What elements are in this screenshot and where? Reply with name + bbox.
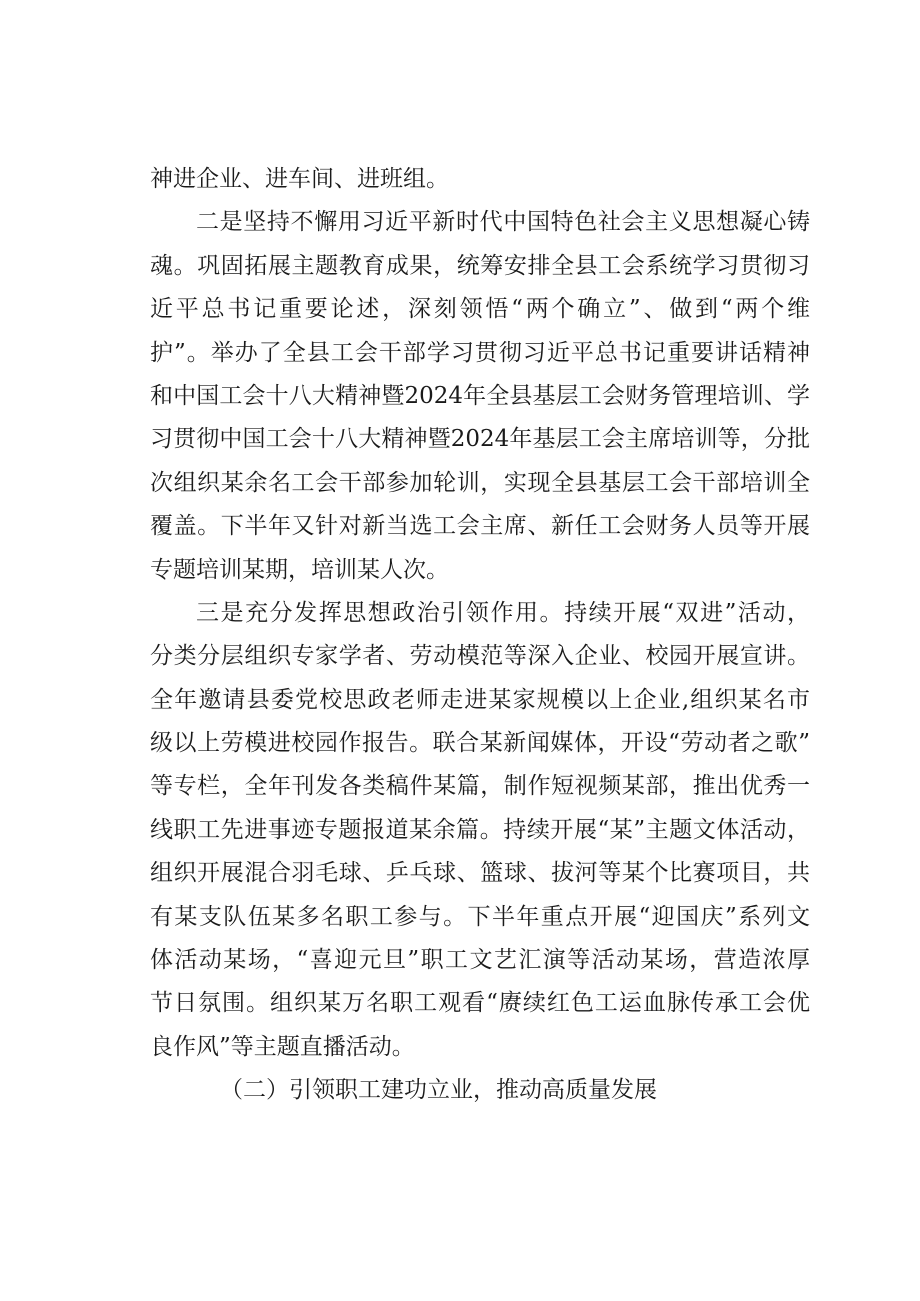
text-line: 神进企业、进车间、进班组。 (150, 166, 449, 192)
text-line: 专题培训某期，培训某人次。 (150, 556, 449, 583)
text-line: 全年邀请县委党校思政老师走进某家规模以上企业,组织某名市 (150, 686, 810, 713)
text-line: 习贯彻中国工会十八大精神暨2024年基层工会主席培训等，分批 (150, 426, 810, 453)
document-body (150, 158, 810, 1113)
text-line: 体活动某场，“喜迎元旦”职工文艺汇演等活动某场，营造浓厚 (150, 947, 810, 974)
section-heading: （二）引领职工建功立业，推动高质量发展 (220, 1077, 657, 1104)
text-line: 线职工先进事迹专题报道某余篇。持续开展“某”主题文体活动， (150, 816, 810, 843)
text-line: 等专栏，全年刊发各类稿件某篇，制作短视频某部，推出优秀一 (150, 773, 810, 800)
text-line: 和中国工会十八大精神暨2024年全县基层工会财务管理培训、学 (150, 382, 810, 409)
text-line: 近平总书记重要论述，深刻领悟“两个确立”、做到“两个维 (150, 296, 810, 323)
text-line: 护”。举办了全县工会干部学习贯彻习近平总书记重要讲话精神 (150, 339, 810, 366)
paragraph-continuation (150, 158, 810, 201)
text-line: 覆盖。下半年又针对新当选工会主席、新任工会财务人员等开展 (150, 513, 810, 540)
text-line: 良作风”等主题直播活动。 (150, 1033, 415, 1060)
paragraph-political-guidance (150, 592, 810, 1069)
paragraph-theory-study (150, 201, 810, 592)
text-line: 有某支队伍某多名职工参与。下半年重点开展“迎国庆”系列文 (150, 903, 810, 930)
text-line: 分类分层组织专家学者、劳动模范等深入企业、校园开展宣讲。 (150, 643, 810, 670)
text-line: 二是坚持不懈用习近平新时代中国特色社会主义思想凝心铸 (196, 209, 810, 236)
text-line: 级以上劳模进校园作报告。联合某新闻媒体，开设“劳动者之歌” (150, 730, 810, 757)
text-line: 三是充分发挥思想政治引领作用。持续开展“双进”活动， (196, 599, 810, 626)
text-line: 节日氛围。组织某万名职工观看“赓续红色工运血脉传承工会优 (150, 990, 810, 1017)
text-line: 魂。巩固拓展主题教育成果，统筹安排全县工会系统学习贯彻习 (150, 252, 810, 279)
text-line: 次组织某余名工会干部参加轮训，实现全县基层工会干部培训全 (150, 469, 810, 496)
text-line: 组织开展混合羽毛球、乒乓球、篮球、拔河等某个比赛项目，共 (150, 860, 810, 887)
